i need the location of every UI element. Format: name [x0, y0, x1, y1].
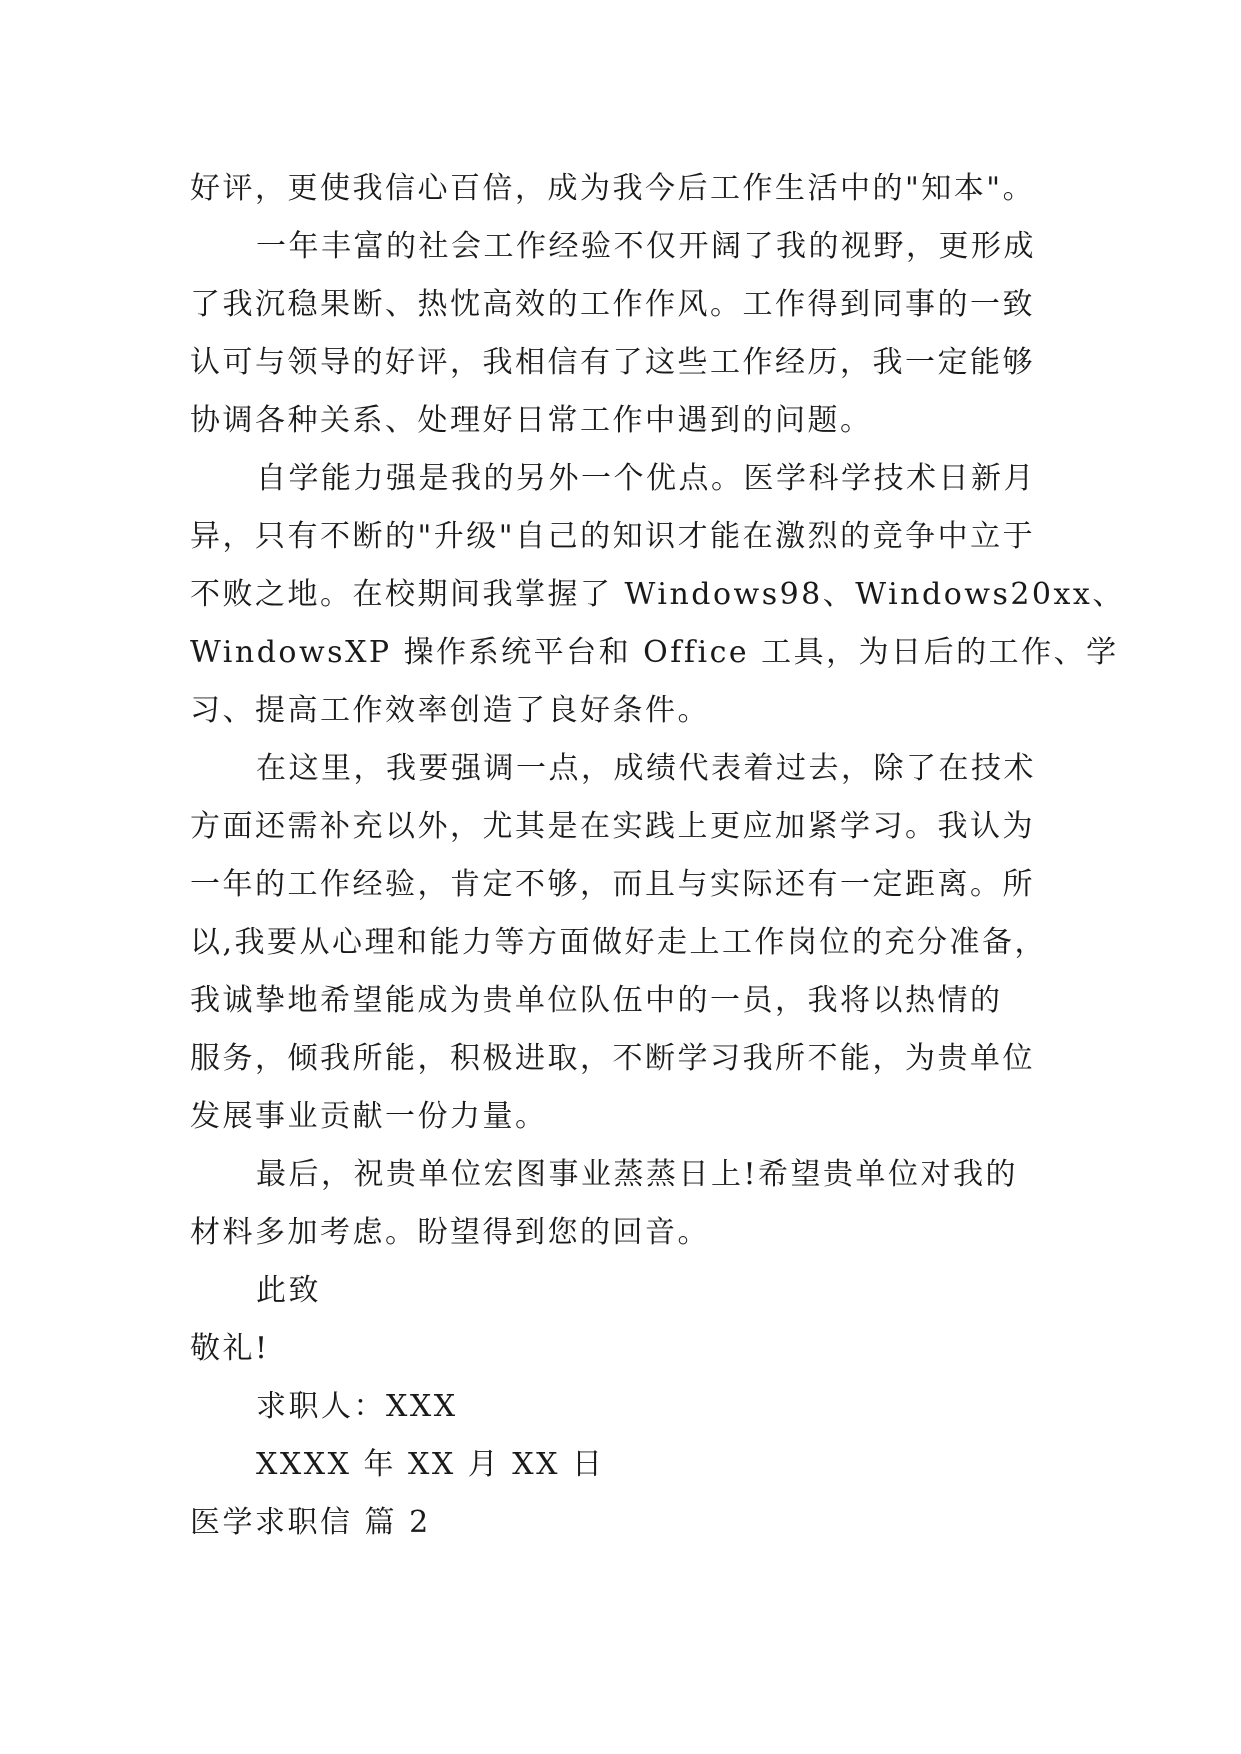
text-line: 协调各种关系、处理好日常工作中遇到的问题。: [190, 403, 873, 438]
text-line: 发展事业贡献一份力量。: [190, 1099, 548, 1134]
section-heading: 医学求职信 篇 2: [190, 1505, 431, 1540]
text-line: 异，只有不断的"升级"自己的知识才能在激烈的竞争中立于: [190, 519, 1036, 554]
text-line: 一年的工作经验，肯定不够，而且与实际还有一定距离。所: [190, 867, 1035, 902]
letter-date: XXXX 年 XX 月 XX 日: [256, 1447, 605, 1482]
text-line: 我诚挚地希望能成为贵单位队伍中的一员，我将以热情的: [190, 983, 1003, 1018]
text-line: 习、提高工作效率创造了良好条件。: [190, 693, 710, 728]
paragraph-start-line: 自学能力强是我的另外一个优点。医学科学技术日新月: [256, 461, 1036, 496]
closing-salutation: 此致: [256, 1273, 321, 1308]
text-line: 好评，更使我信心百倍，成为我今后工作生活中的"知本"。: [190, 171, 1036, 206]
text-line: 服务，倾我所能，积极进取，不断学习我所不能，为贵单位: [190, 1041, 1035, 1076]
text-line: 认可与领导的好评，我相信有了这些工作经历，我一定能够: [190, 345, 1035, 380]
applicant-signature: 求职人：XXX: [256, 1389, 458, 1424]
paragraph-start-line: 一年丰富的社会工作经验不仅开阔了我的视野，更形成: [256, 229, 1036, 264]
text-line: 材料多加考虑。盼望得到您的回音。: [190, 1215, 710, 1250]
text-line: 了我沉稳果断、热忱高效的工作作风。工作得到同事的一致: [190, 287, 1035, 322]
text-line: 以,我要从心理和能力等方面做好走上工作岗位的充分准备，: [190, 925, 1048, 960]
text-line: 方面还需补充以外，尤其是在实践上更应加紧学习。我认为: [190, 809, 1035, 844]
paragraph-start-line: 最后，祝贵单位宏图事业蒸蒸日上!希望贵单位对我的: [256, 1157, 1019, 1192]
letter-body: [190, 160, 1125, 1552]
text-line: 不败之地。在校期间我掌握了 Windows98、Windows20xx、: [190, 577, 1125, 612]
paragraph-start-line: 在这里，我要强调一点，成绩代表着过去，除了在技术: [256, 751, 1036, 786]
text-line: WindowsXP 操作系统平台和 Office 工具，为日后的工作、学: [190, 635, 1119, 670]
closing-regards: 敬礼!: [190, 1331, 270, 1366]
